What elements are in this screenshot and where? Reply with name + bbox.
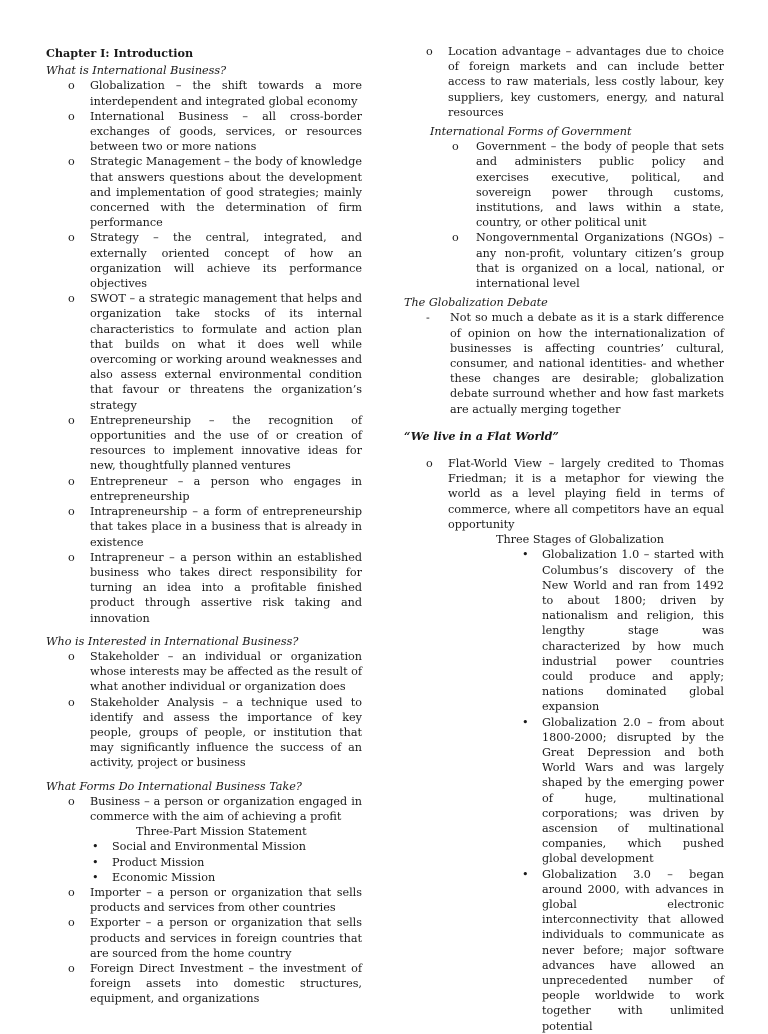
circle-bullet-icon: o (68, 79, 75, 93)
list-item: o Exporter – a person or organization that sells products and services in foreign countries that are sourced from the home country (68, 916, 362, 960)
list-item: o Globalization – the shift towards a more interdependent and integrated global economy (68, 79, 362, 108)
list-item: o Importer – a person or organization that sells products and services from other countries (68, 885, 362, 915)
circle-bullet-icon: o (68, 413, 75, 427)
bullet-icon: • (522, 715, 529, 729)
section-heading: The Globalization Debate (404, 296, 548, 310)
circle-bullet-icon: o (68, 885, 75, 899)
section-heading: “We live in a Flat World” (404, 428, 559, 443)
list-item: o International Business – all cross-border exchanges of goods, services, or resources between two or more nations (68, 109, 362, 154)
bullet-icon: • (522, 548, 529, 562)
list-item: • Globalization 2.0 – from about 1800-2000; disrupted by the Great Depression and both World Wars and was largely shaped by the emerging power of huge, multinational corporations; was driven by ascension of multinational companies, which pushed global development (522, 715, 724, 866)
list-item: o Entrepreneur – a person who engages in entrepreneurship (68, 474, 362, 503)
list-item: o Flat-World View – largely credited to Thomas Friedman; it is a metaphor for viewing the world as a level playing field in terms of commerce, where all competitors have an equal opportunity (426, 457, 724, 531)
list-item: o Government – the body of people that sets and administers public policy and exercises executive, political, and sovereign power through customs, institutions, and laws within a state, country, or other political unit (452, 140, 724, 230)
circle-bullet-icon: o (68, 109, 75, 123)
list-item: o Intrapreneur – a person within an established business who takes direct responsibility for turning an idea into a profitable finished product through assertive risk taking and innovation (68, 550, 362, 625)
circle-bullet-icon: o (68, 649, 75, 663)
circle-bullet-icon: o (452, 231, 459, 245)
bullet-icon: • (522, 867, 529, 881)
section-heading: What is International Business? (46, 64, 227, 78)
section-heading: What Forms Do International Business Take? (46, 779, 302, 793)
circle-bullet-icon: o (68, 231, 75, 245)
list-item: o Stakeholder Analysis – a technique used to identify and assess the importance of key people, groups of people, or institution that may significantly influence the success of an activity, project or business (68, 695, 362, 770)
list-item: • Economic Mission (92, 870, 216, 884)
circle-bullet-icon: o (68, 695, 75, 709)
right-column (404, 44, 724, 1034)
list-item: o Entrepreneurship – the recognition of opportunities and the use of or creation of resources to implement innovative ideas for new, thoughtfully planned ventures (68, 413, 362, 473)
section-heading: Who is Interested in International Business? (46, 634, 299, 648)
list-item: o Nongovernmental Organizations (NGOs) – any non-profit, voluntary citizen’s group that is organized on a local, national, or international level (452, 231, 724, 291)
bullet-icon: • (92, 855, 99, 869)
list-item: o Stakeholder – an individual or organization whose interests may be affected as the result of what another individual or organization does (68, 649, 362, 694)
list-item: o SWOT – a strategic management that helps and organization take stocks of its internal characteristics to formulate and action plan that builds on what it does well while overcoming or working around weaknesses and also assess external environmental condition that favour or threatens the organization’s strategy (68, 292, 362, 412)
list-item: o Location advantage – advantages due to choice of foreign markets and can include better access to raw materials, less costly labour, key suppliers, key customers, energy, and natural resources (426, 45, 724, 119)
circle-bullet-icon: o (68, 474, 75, 488)
chapter-title: Chapter I: Introduction (46, 46, 194, 60)
list-item: • Globalization 1.0 – started with Columbus’s discovery of the New World and ran from 1492 to about 1800; driven by nationalism and religion, this lengthy stage was characterized by how much industrial power countries could produce and apply; nations dominated global expansion (522, 548, 724, 714)
circle-bullet-icon: o (68, 292, 75, 306)
stages-heading: Three Stages of Globalization (496, 533, 664, 547)
circle-bullet-icon: o (68, 916, 75, 930)
circle-bullet-icon: o (68, 961, 75, 975)
circle-bullet-icon: o (426, 45, 433, 58)
bullet-icon: • (92, 870, 99, 884)
list-item: • Product Mission (92, 855, 205, 869)
dash-bullet-icon: - (426, 311, 430, 325)
circle-bullet-icon: o (68, 550, 75, 564)
circle-bullet-icon: o (426, 457, 433, 471)
circle-bullet-icon: o (452, 140, 459, 154)
list-item: • Social and Environmental Mission (92, 840, 306, 854)
list-item: o Strategy – the central, integrated, and externally oriented concept of how an organization will achieve its performance objectives (68, 231, 362, 291)
mission-heading: Three-Part Mission Statement (136, 825, 307, 839)
list-item: o Intrapreneurship – a form of entrepreneurship that takes place in a business that is already in existence (68, 505, 362, 549)
left-column (46, 44, 362, 1007)
section-heading: International Forms of Government (430, 125, 632, 139)
list-item: - Not so much a debate as it is a stark difference of opinion on how the internationalization of businesses is affecting countries’ cultural, consumer, and national identities- and whether these changes are desirable; globalization debate surround whether and how fast markets are actually merging together (426, 311, 724, 416)
bullet-icon: • (92, 840, 99, 854)
list-item: o Business – a person or organization engaged in commerce with the aim of achieving a profit (68, 794, 362, 823)
list-item: o Foreign Direct Investment – the investment of foreign assets into domestic structures, equipment, and organizations (68, 961, 362, 1006)
circle-bullet-icon: o (68, 155, 75, 169)
list-item: • Globalization 3.0 – began around 2000, with advances in global electronic interconnectivity that allowed individuals to communicate as never before; major software advances have allowed an unprecedented number of people worldwide to work together with unlimited potential (522, 867, 724, 1033)
circle-bullet-icon: o (68, 794, 75, 808)
circle-bullet-icon: o (68, 505, 75, 519)
list-item: o Strategic Management – the body of knowledge that answers questions about the development and implementation of good strategies; mainly concerned with the determination of firm performance (68, 155, 362, 230)
